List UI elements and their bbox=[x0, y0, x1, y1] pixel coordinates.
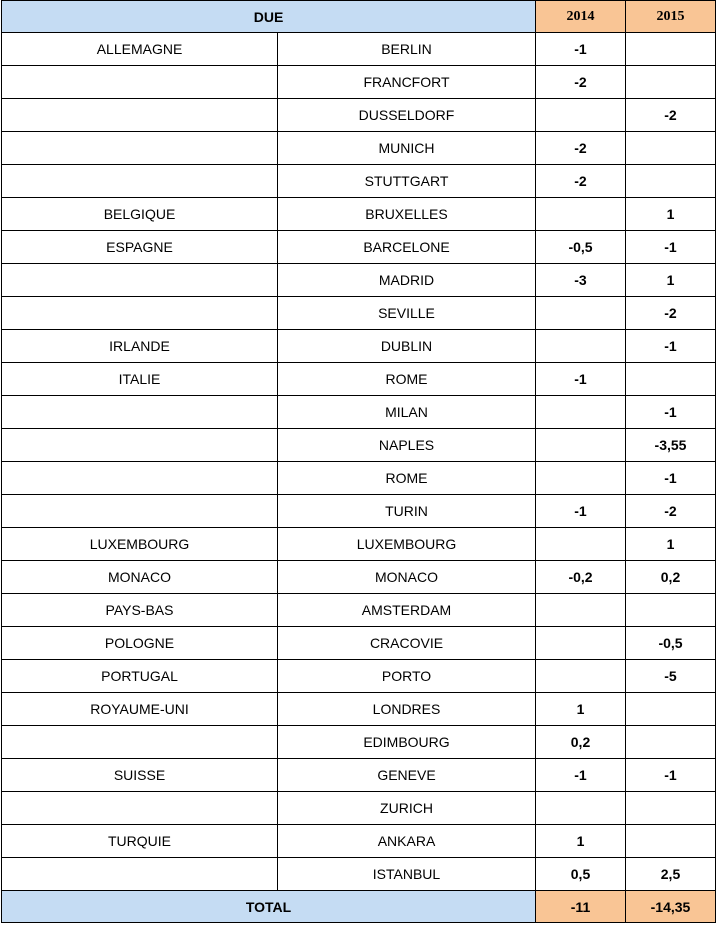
due-header: DUE bbox=[2, 1, 536, 33]
city-cell: MILAN bbox=[278, 396, 536, 429]
header-row bbox=[2, 1, 716, 33]
country-cell: ITALIE bbox=[2, 363, 278, 396]
city-cell: GENEVE bbox=[278, 759, 536, 792]
city-cell: STUTTGART bbox=[278, 165, 536, 198]
table-row bbox=[2, 132, 716, 165]
value-2015-cell bbox=[626, 363, 716, 396]
city-cell: ROME bbox=[278, 363, 536, 396]
value-2015-cell: -1 bbox=[626, 231, 716, 264]
table-row bbox=[2, 231, 716, 264]
value-2015-cell bbox=[626, 594, 716, 627]
city-cell: MADRID bbox=[278, 264, 536, 297]
table-row bbox=[2, 330, 716, 363]
city-cell: LUXEMBOURG bbox=[278, 528, 536, 561]
table-body bbox=[2, 33, 716, 891]
value-2015-cell: -2 bbox=[626, 297, 716, 330]
value-2015-cell bbox=[626, 165, 716, 198]
table-row bbox=[2, 363, 716, 396]
table-row bbox=[2, 759, 716, 792]
value-2015-cell: -0,5 bbox=[626, 627, 716, 660]
city-cell: BERLIN bbox=[278, 33, 536, 66]
value-2015-cell bbox=[626, 693, 716, 726]
city-cell: MUNICH bbox=[278, 132, 536, 165]
value-2014-cell: 1 bbox=[536, 693, 626, 726]
value-2014-cell bbox=[536, 429, 626, 462]
value-2015-cell: -1 bbox=[626, 759, 716, 792]
table-row bbox=[2, 33, 716, 66]
city-cell: ISTANBUL bbox=[278, 858, 536, 891]
due-table bbox=[1, 0, 716, 923]
value-2014-cell bbox=[536, 198, 626, 231]
year-2015-header: 2015 bbox=[626, 1, 716, 33]
value-2015-cell bbox=[626, 792, 716, 825]
country-cell bbox=[2, 792, 278, 825]
table-row bbox=[2, 528, 716, 561]
city-cell: EDIMBOURG bbox=[278, 726, 536, 759]
table-row bbox=[2, 66, 716, 99]
total-2014: -11 bbox=[536, 891, 626, 923]
table-row bbox=[2, 693, 716, 726]
country-cell bbox=[2, 66, 278, 99]
country-cell: BELGIQUE bbox=[2, 198, 278, 231]
table-row bbox=[2, 825, 716, 858]
country-cell bbox=[2, 264, 278, 297]
city-cell: ROME bbox=[278, 462, 536, 495]
value-2014-cell: 0,5 bbox=[536, 858, 626, 891]
city-cell: PORTO bbox=[278, 660, 536, 693]
city-cell: NAPLES bbox=[278, 429, 536, 462]
country-cell: PAYS-BAS bbox=[2, 594, 278, 627]
city-cell: DUSSELDORF bbox=[278, 99, 536, 132]
table-row bbox=[2, 297, 716, 330]
city-cell: CRACOVIE bbox=[278, 627, 536, 660]
city-cell: TURIN bbox=[278, 495, 536, 528]
value-2015-cell: 1 bbox=[626, 528, 716, 561]
value-2015-cell: 1 bbox=[626, 264, 716, 297]
table-row bbox=[2, 858, 716, 891]
country-cell bbox=[2, 429, 278, 462]
value-2014-cell: -2 bbox=[536, 132, 626, 165]
country-cell bbox=[2, 99, 278, 132]
country-cell bbox=[2, 726, 278, 759]
value-2014-cell bbox=[536, 792, 626, 825]
country-cell bbox=[2, 165, 278, 198]
total-row bbox=[2, 891, 716, 923]
value-2015-cell: -3,55 bbox=[626, 429, 716, 462]
value-2014-cell bbox=[536, 330, 626, 363]
country-cell: PORTUGAL bbox=[2, 660, 278, 693]
table-row bbox=[2, 495, 716, 528]
city-cell: FRANCFORT bbox=[278, 66, 536, 99]
value-2014-cell: -0,5 bbox=[536, 231, 626, 264]
value-2015-cell: -1 bbox=[626, 462, 716, 495]
value-2014-cell: -1 bbox=[536, 33, 626, 66]
city-cell: BARCELONE bbox=[278, 231, 536, 264]
value-2014-cell: -0,2 bbox=[536, 561, 626, 594]
country-cell: ALLEMAGNE bbox=[2, 33, 278, 66]
city-cell: ANKARA bbox=[278, 825, 536, 858]
year-2014-header: 2014 bbox=[536, 1, 626, 33]
city-cell: AMSTERDAM bbox=[278, 594, 536, 627]
city-cell: ZURICH bbox=[278, 792, 536, 825]
city-cell: LONDRES bbox=[278, 693, 536, 726]
country-cell: ROYAUME-UNI bbox=[2, 693, 278, 726]
value-2015-cell bbox=[626, 132, 716, 165]
value-2015-cell bbox=[626, 33, 716, 66]
total-2015: -14,35 bbox=[626, 891, 716, 923]
value-2014-cell bbox=[536, 660, 626, 693]
country-cell bbox=[2, 396, 278, 429]
country-cell: ESPAGNE bbox=[2, 231, 278, 264]
city-cell: DUBLIN bbox=[278, 330, 536, 363]
value-2014-cell: -2 bbox=[536, 165, 626, 198]
value-2014-cell: -1 bbox=[536, 759, 626, 792]
value-2014-cell: -3 bbox=[536, 264, 626, 297]
table-row bbox=[2, 429, 716, 462]
country-cell: POLOGNE bbox=[2, 627, 278, 660]
country-cell: MONACO bbox=[2, 561, 278, 594]
country-cell bbox=[2, 462, 278, 495]
value-2015-cell: 0,2 bbox=[626, 561, 716, 594]
table-row bbox=[2, 594, 716, 627]
table-row bbox=[2, 627, 716, 660]
country-cell bbox=[2, 132, 278, 165]
table-row bbox=[2, 99, 716, 132]
table-row bbox=[2, 792, 716, 825]
value-2015-cell: -1 bbox=[626, 396, 716, 429]
country-cell: TURQUIE bbox=[2, 825, 278, 858]
city-cell: SEVILLE bbox=[278, 297, 536, 330]
value-2014-cell bbox=[536, 297, 626, 330]
value-2014-cell bbox=[536, 462, 626, 495]
value-2014-cell bbox=[536, 99, 626, 132]
table-row bbox=[2, 396, 716, 429]
value-2015-cell: -2 bbox=[626, 99, 716, 132]
country-cell bbox=[2, 297, 278, 330]
value-2014-cell: 0,2 bbox=[536, 726, 626, 759]
country-cell bbox=[2, 495, 278, 528]
value-2014-cell: -1 bbox=[536, 363, 626, 396]
value-2014-cell: -1 bbox=[536, 495, 626, 528]
value-2015-cell: -5 bbox=[626, 660, 716, 693]
value-2014-cell bbox=[536, 594, 626, 627]
value-2015-cell: 1 bbox=[626, 198, 716, 231]
table-row bbox=[2, 561, 716, 594]
country-cell: LUXEMBOURG bbox=[2, 528, 278, 561]
value-2015-cell: 2,5 bbox=[626, 858, 716, 891]
table-row bbox=[2, 198, 716, 231]
value-2015-cell bbox=[626, 825, 716, 858]
table-row bbox=[2, 726, 716, 759]
country-cell: IRLANDE bbox=[2, 330, 278, 363]
total-label: TOTAL bbox=[2, 891, 536, 923]
value-2014-cell bbox=[536, 627, 626, 660]
country-cell bbox=[2, 858, 278, 891]
value-2014-cell: -2 bbox=[536, 66, 626, 99]
country-cell: SUISSE bbox=[2, 759, 278, 792]
value-2015-cell: -1 bbox=[626, 330, 716, 363]
city-cell: MONACO bbox=[278, 561, 536, 594]
value-2014-cell: 1 bbox=[536, 825, 626, 858]
table-row bbox=[2, 264, 716, 297]
table-row bbox=[2, 462, 716, 495]
value-2015-cell bbox=[626, 726, 716, 759]
value-2014-cell bbox=[536, 396, 626, 429]
value-2015-cell: -2 bbox=[626, 495, 716, 528]
city-cell: BRUXELLES bbox=[278, 198, 536, 231]
value-2014-cell bbox=[536, 528, 626, 561]
table-row bbox=[2, 165, 716, 198]
table-row bbox=[2, 660, 716, 693]
value-2015-cell bbox=[626, 66, 716, 99]
